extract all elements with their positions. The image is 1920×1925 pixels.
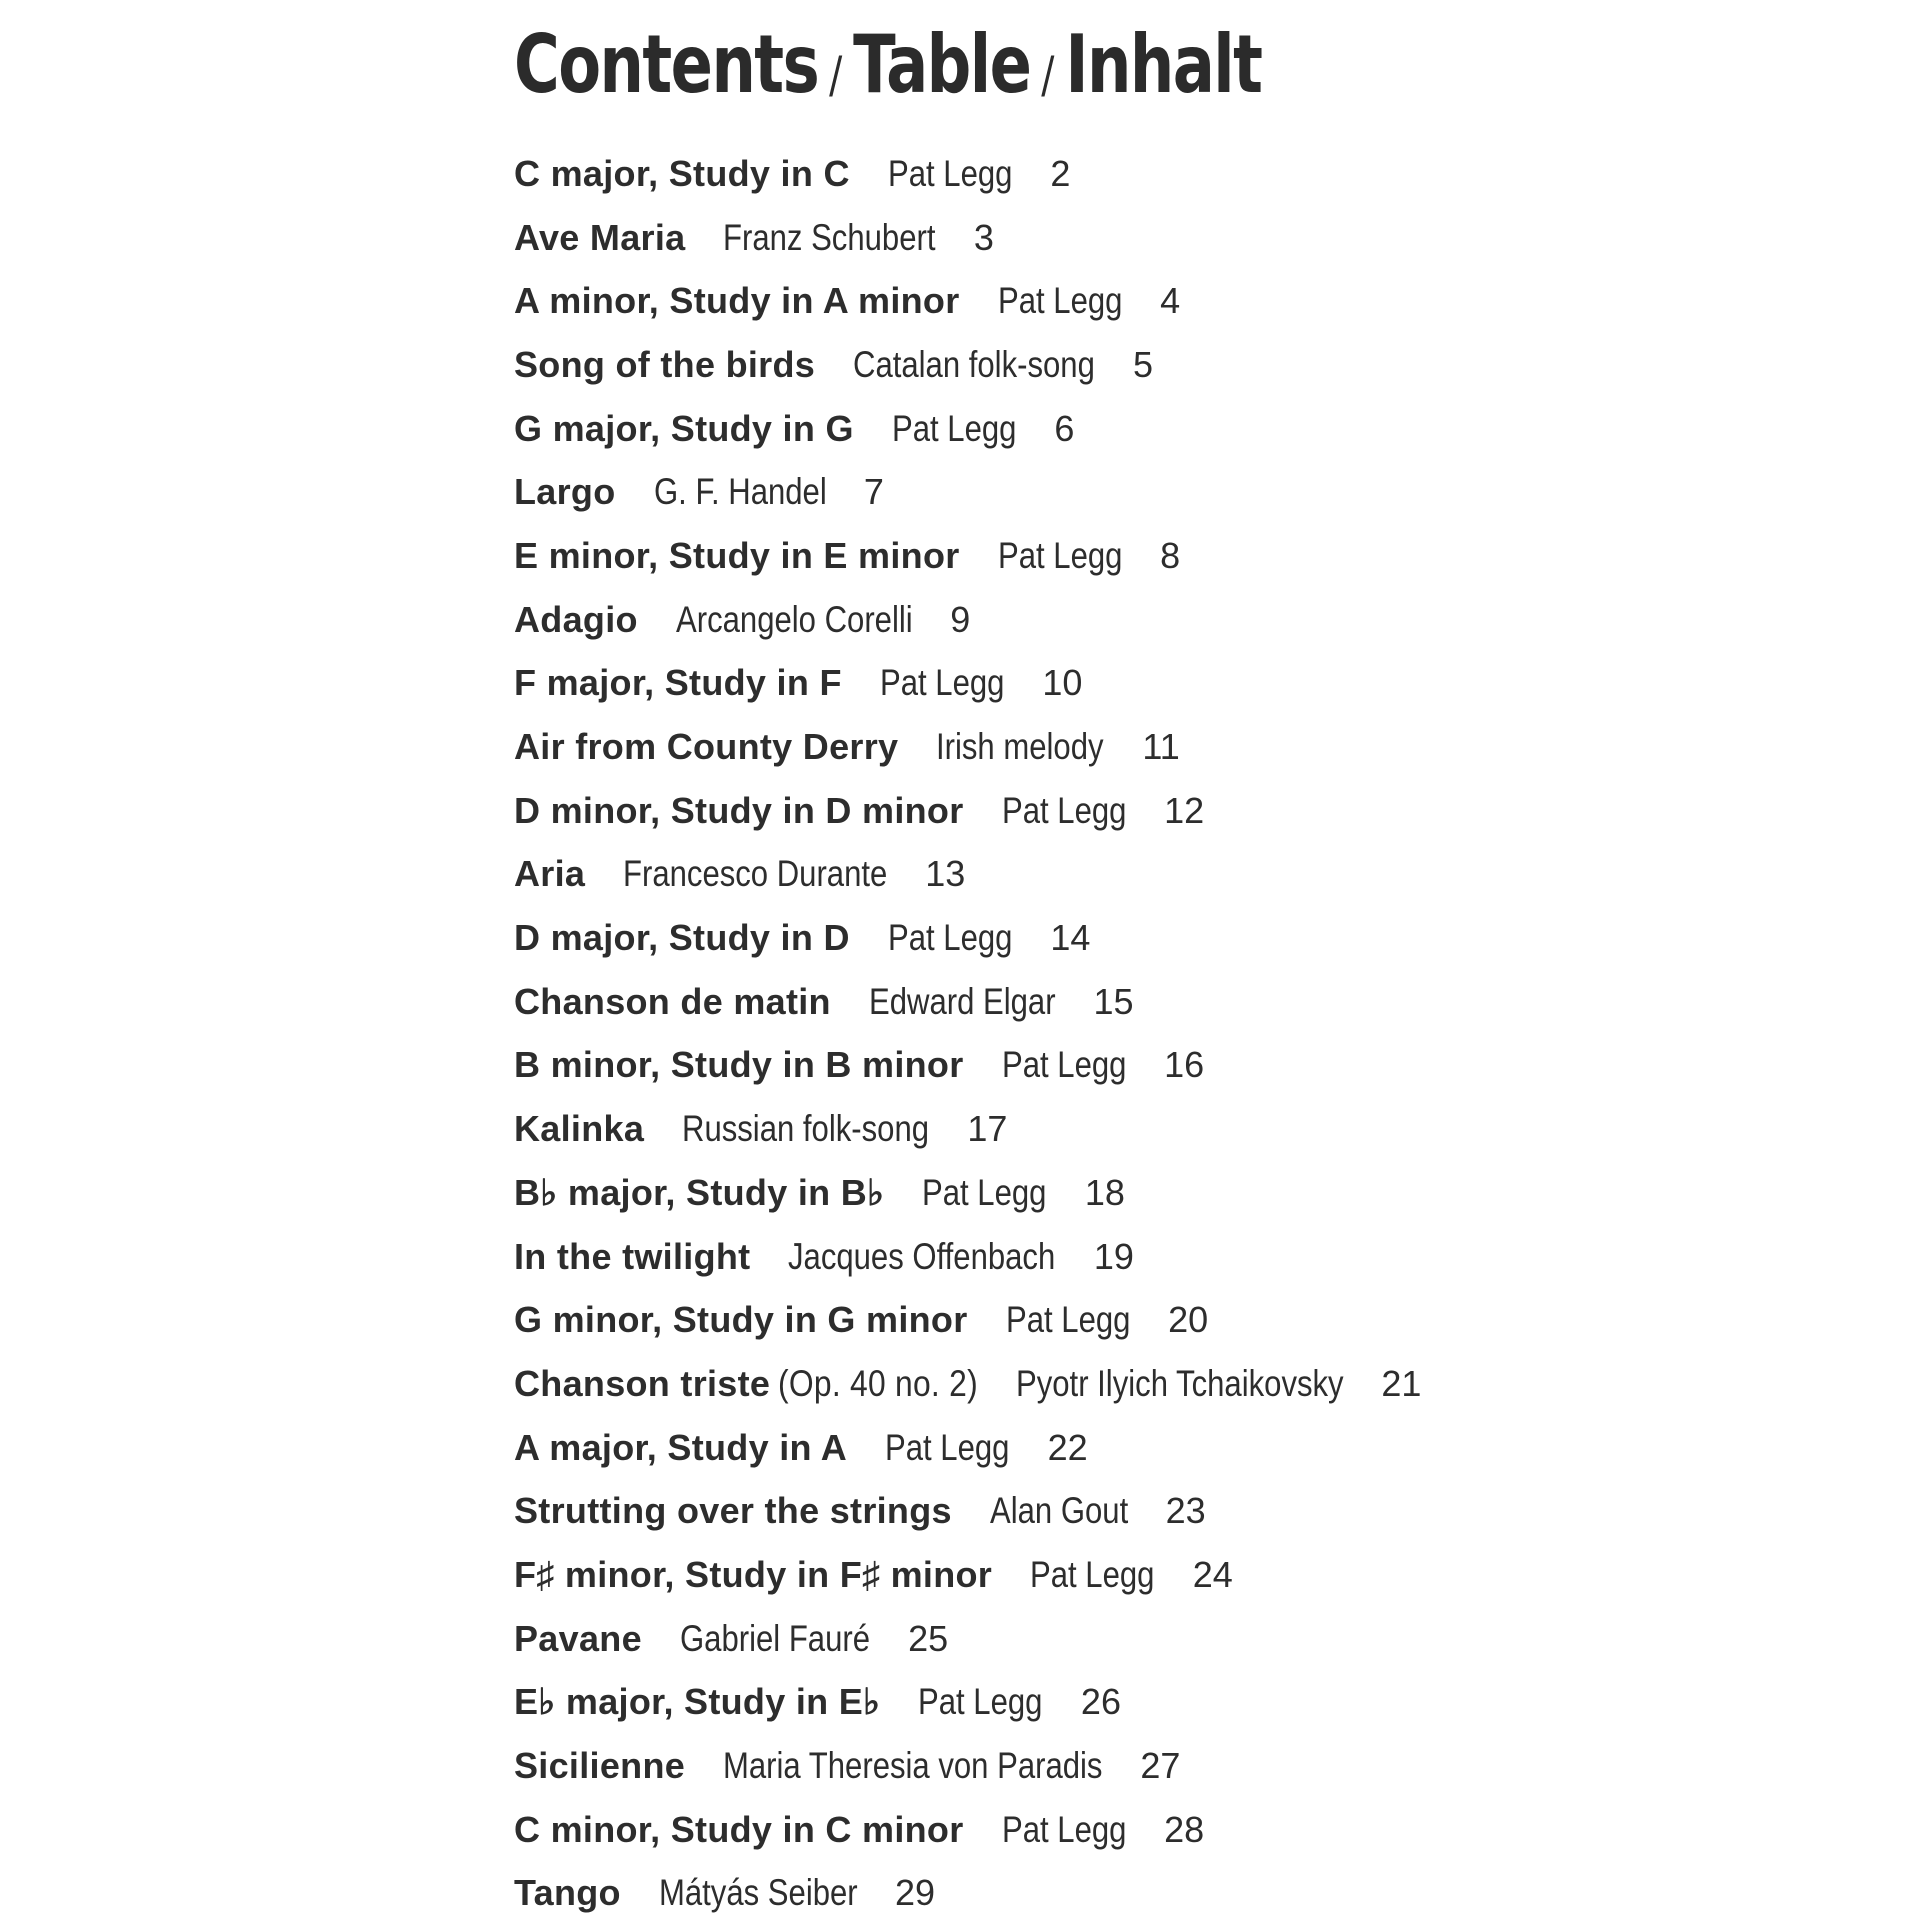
composer-name: Pat Legg	[887, 917, 1013, 959]
page-number: 27	[1140, 1745, 1181, 1787]
piece-title	[514, 1681, 880, 1723]
title-separator: /	[829, 46, 843, 104]
piece-title-text: D minor, Study in D minor	[514, 789, 964, 831]
piece-title	[514, 344, 815, 386]
toc-entry-3	[514, 269, 1421, 333]
page-number: 26	[1080, 1681, 1121, 1723]
toc-entry-18	[514, 1225, 1421, 1289]
toc-entry-13	[514, 906, 1421, 970]
composer-name: Russian folk-song	[682, 1108, 930, 1150]
page-number: 11	[1142, 726, 1180, 768]
piece-title-note: (Op. 40 no. 2)	[778, 1362, 979, 1404]
page-number: 23	[1165, 1490, 1206, 1532]
toc-entry-23	[514, 1543, 1421, 1607]
piece-title	[514, 153, 850, 195]
toc-entry-10	[514, 715, 1421, 779]
piece-title	[514, 408, 854, 450]
piece-title-text: Air from County Derry	[514, 726, 899, 768]
piece-title	[514, 1299, 968, 1341]
piece-title-text: Strutting over the strings	[514, 1490, 952, 1532]
composer-name: Pat Legg	[1001, 1808, 1126, 1850]
piece-title	[514, 280, 960, 322]
piece-title	[514, 1490, 952, 1532]
page-number: 24	[1192, 1553, 1233, 1595]
piece-title-text: Largo	[514, 471, 616, 513]
toc-entry-12	[514, 843, 1421, 907]
toc-entry-7	[514, 524, 1421, 588]
composer-name: Edward Elgar	[868, 980, 1056, 1022]
page-number: 13	[925, 853, 966, 895]
page-number: 21	[1381, 1362, 1422, 1404]
page-number: 28	[1164, 1808, 1205, 1850]
piece-title-text: D major, Study in D	[514, 917, 850, 959]
page-number: 16	[1164, 1044, 1205, 1086]
toc-entry-27	[514, 1798, 1421, 1862]
toc-entry-28	[514, 1862, 1421, 1925]
piece-title	[514, 1427, 847, 1469]
page-number: 20	[1168, 1299, 1209, 1341]
composer-name: Maria Theresia von Paradis	[723, 1745, 1103, 1787]
composer-name: Pat Legg	[885, 1426, 1010, 1468]
piece-title	[514, 1554, 992, 1596]
composer-name: Pat Legg	[997, 280, 1122, 322]
toc-entry-11	[514, 779, 1421, 843]
composer-name: Gabriel Fauré	[679, 1617, 870, 1659]
piece-title-text: B♭ major, Study in B♭	[514, 1171, 885, 1213]
toc-entry-20	[514, 1352, 1421, 1416]
toc-entry-15	[514, 1034, 1421, 1098]
toc-entry-8	[514, 588, 1421, 652]
page-number: 17	[967, 1108, 1008, 1150]
title-separator: /	[1041, 46, 1055, 104]
toc-entry-14	[514, 970, 1421, 1034]
piece-title-text: G minor, Study in G minor	[514, 1299, 968, 1341]
page-number: 29	[894, 1872, 936, 1914]
toc-entry-9	[514, 652, 1421, 716]
piece-title-text: B minor, Study in B minor	[514, 1044, 964, 1086]
composer-name: Pat Legg	[918, 1681, 1043, 1723]
composer-name: Irish melody	[936, 726, 1104, 768]
toc-entry-25	[514, 1671, 1421, 1735]
composer-name: Mátyás Seiber	[658, 1872, 858, 1914]
piece-title	[514, 1809, 964, 1851]
page-number: 6	[1054, 407, 1075, 449]
title-contents: Contents	[514, 18, 819, 111]
piece-title-text: In the twilight	[514, 1235, 751, 1277]
page-number: 19	[1093, 1235, 1134, 1277]
composer-name: Pat Legg	[1030, 1553, 1155, 1595]
toc-entry-5	[514, 397, 1421, 461]
toc-entry-2	[514, 206, 1421, 270]
piece-title	[514, 1618, 642, 1660]
page-number: 2	[1050, 152, 1071, 194]
page-number: 15	[1093, 980, 1134, 1022]
piece-title	[514, 981, 831, 1023]
piece-title	[514, 917, 850, 959]
composer-name: G. F. Handel	[653, 471, 827, 513]
piece-title	[514, 1872, 621, 1914]
page-number: 8	[1160, 534, 1181, 576]
table-of-contents	[514, 142, 1421, 1925]
piece-title	[514, 217, 685, 259]
composer-name: Arcangelo Corelli	[675, 598, 913, 640]
toc-entry-24	[514, 1607, 1421, 1671]
title-table: Table	[853, 18, 1031, 111]
piece-title-text: Kalinka	[514, 1108, 645, 1150]
composer-name: Pyotr Ilyich Tchaikovsky	[1015, 1362, 1344, 1404]
composer-name: Catalan folk-song	[853, 343, 1095, 385]
piece-title	[514, 1044, 964, 1086]
composer-name: Jacques Offenbach	[788, 1235, 1056, 1277]
piece-title	[514, 535, 960, 577]
page-number: 5	[1132, 343, 1153, 385]
piece-title-text: F major, Study in F	[514, 662, 842, 704]
piece-title	[514, 662, 842, 704]
piece-title-text: A minor, Study in A minor	[514, 280, 960, 322]
page-number: 25	[908, 1617, 949, 1659]
piece-title-text: E minor, Study in E minor	[514, 534, 960, 576]
page-title	[514, 18, 1261, 111]
toc-entry-21	[514, 1416, 1421, 1480]
composer-name: Pat Legg	[1005, 1299, 1130, 1341]
piece-title-text: C major, Study in C	[514, 152, 850, 194]
piece-title-text: Aria	[514, 853, 586, 895]
composer-name: Pat Legg	[891, 407, 1017, 449]
piece-title	[514, 853, 585, 895]
toc-entry-4	[514, 333, 1421, 397]
piece-title-text: Sicilienne	[514, 1745, 686, 1787]
page-number: 7	[863, 471, 884, 513]
page-number: 4	[1160, 280, 1181, 322]
page-number: 12	[1164, 789, 1205, 831]
composer-name: Alan Gout	[989, 1490, 1129, 1532]
piece-title	[514, 1236, 750, 1278]
piece-title	[514, 1108, 644, 1150]
piece-title	[514, 790, 964, 832]
page-number: 3	[973, 216, 994, 258]
toc-entry-16	[514, 1097, 1421, 1161]
toc-entry-22	[514, 1479, 1421, 1543]
composer-name: Pat Legg	[922, 1171, 1047, 1213]
page-number: 22	[1047, 1426, 1088, 1468]
piece-title-text: Song of the birds	[514, 343, 816, 385]
composer-name: Pat Legg	[879, 662, 1005, 704]
toc-entry-19	[514, 1288, 1421, 1352]
toc-entry-1	[514, 142, 1421, 206]
piece-title-text: A major, Study in A	[514, 1426, 848, 1468]
page-number: 10	[1042, 662, 1083, 704]
page-number: 9	[950, 598, 971, 640]
piece-title-text: Tango	[514, 1872, 621, 1914]
toc-entry-6	[514, 460, 1421, 524]
piece-title	[514, 471, 616, 513]
page-number: 18	[1084, 1171, 1125, 1213]
piece-title-text: F♯ minor, Study in F♯ minor	[514, 1553, 993, 1595]
piece-title-text: Ave Maria	[514, 216, 686, 258]
title-inhalt: Inhalt	[1065, 18, 1262, 111]
piece-title	[514, 1363, 978, 1405]
piece-title-text: E♭ major, Study in E♭	[514, 1681, 881, 1723]
piece-title	[514, 726, 898, 768]
piece-title-text: Chanson triste	[514, 1362, 771, 1404]
piece-title	[514, 1745, 685, 1787]
piece-title	[514, 599, 638, 641]
composer-name: Pat Legg	[887, 152, 1013, 194]
piece-title-text: G major, Study in G	[514, 407, 854, 449]
toc-entry-26	[514, 1734, 1421, 1798]
composer-name: Franz Schubert	[723, 216, 936, 258]
composer-name: Francesco Durante	[623, 853, 888, 895]
piece-title-text: Chanson de matin	[514, 980, 831, 1022]
piece-title-text: Pavane	[514, 1617, 642, 1659]
piece-title-text: Adagio	[514, 598, 638, 640]
composer-name: Pat Legg	[1001, 789, 1126, 831]
piece-title	[514, 1172, 884, 1214]
composer-name: Pat Legg	[1001, 1044, 1126, 1086]
page-number: 14	[1050, 917, 1091, 959]
composer-name: Pat Legg	[997, 534, 1122, 576]
piece-title-text: C minor, Study in C minor	[514, 1808, 964, 1850]
toc-entry-17	[514, 1161, 1421, 1225]
